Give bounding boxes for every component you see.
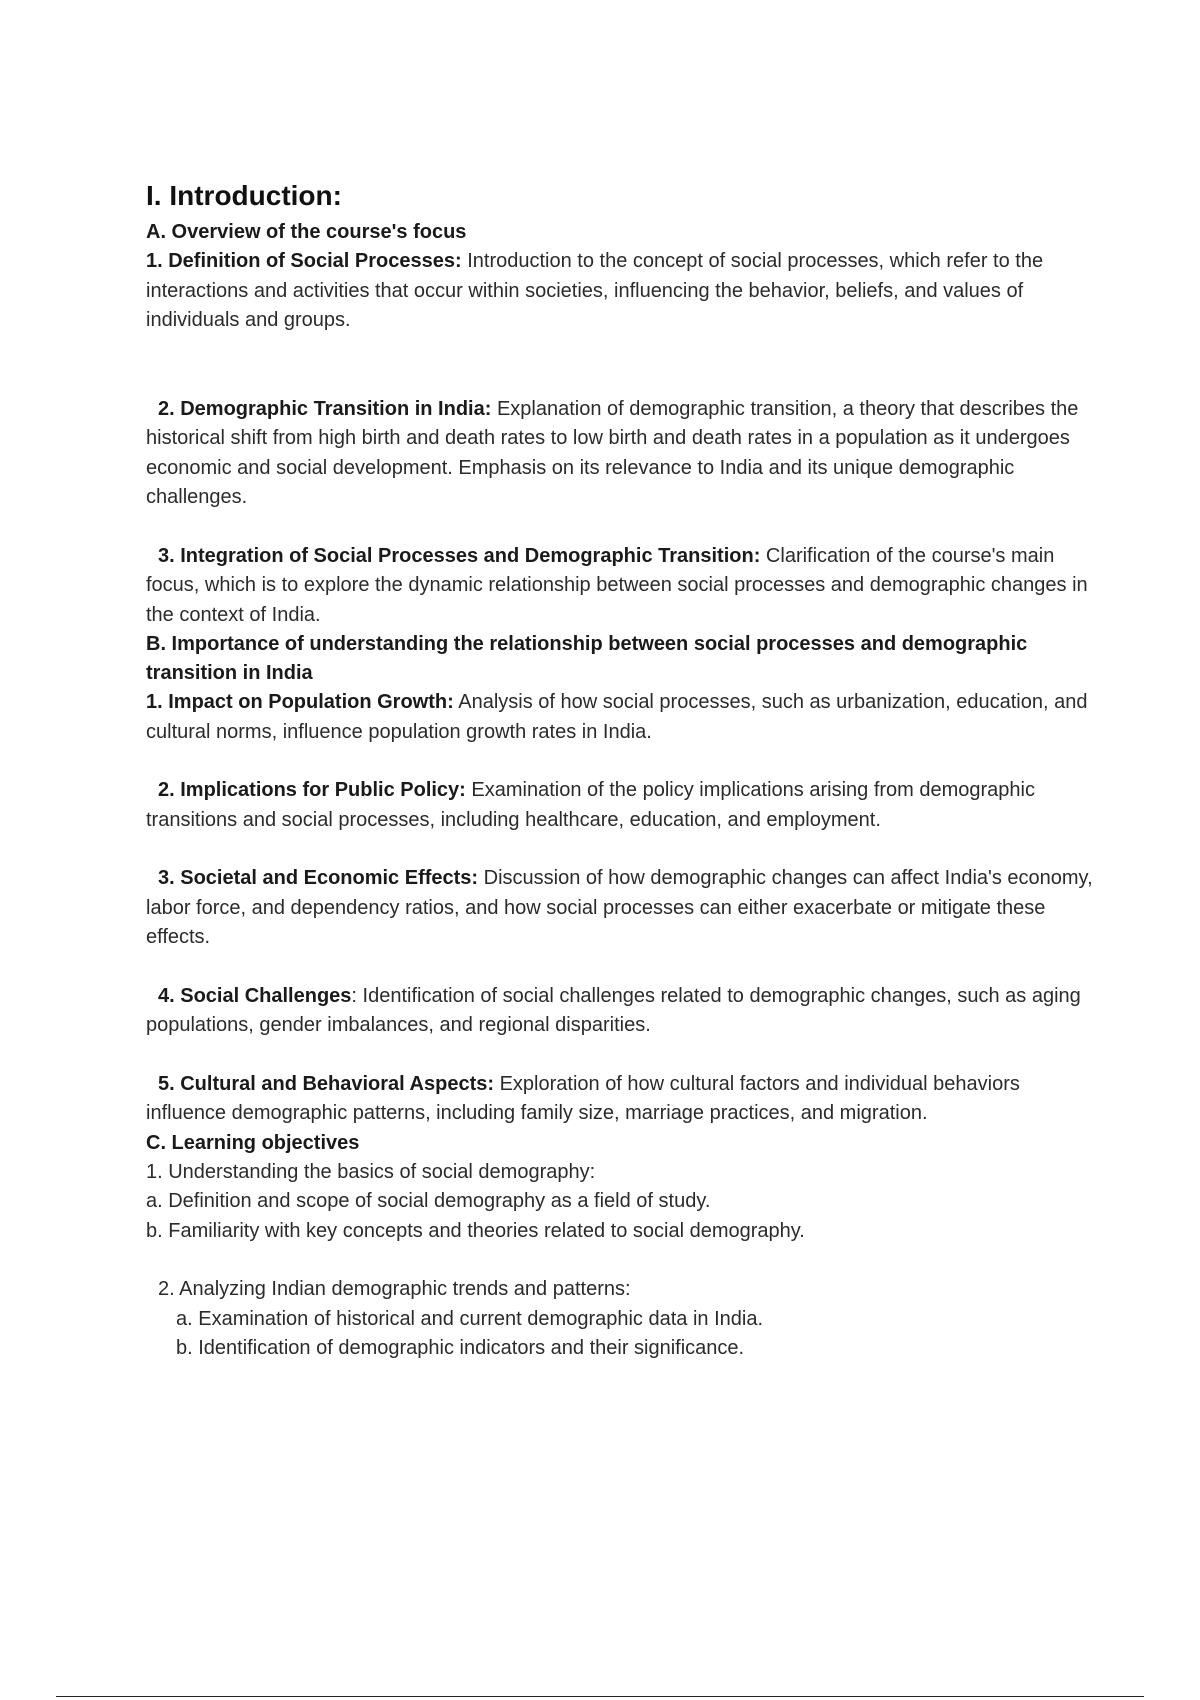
section-a-item-2	[146, 395, 1096, 513]
section-b-item-3	[146, 864, 1096, 953]
item-text: Analysis of how social processes, such as urbanization, education, and cultural norms, influence population growth rates in India.	[146, 691, 1088, 743]
item-text: Clarification of the course's main focus, which is to explore the dynamic relationship between social processes and demographic changes in the context of India.	[146, 544, 1088, 626]
footer-divider	[56, 1696, 1144, 1697]
objective-2-title: 2. Analyzing Indian demographic trends and patterns:	[158, 1278, 631, 1301]
section-b-item-2	[146, 776, 1096, 835]
item-label: 3. Societal and Economic Effects:	[158, 867, 479, 890]
item-text: Introduction to the concept of social processes, which refer to the interactions and activities that occur within societies, influencing the behavior, beliefs, and values of individuals and groups.	[146, 250, 1044, 332]
item-label: 4. Social Challenges	[158, 984, 352, 1007]
objective-1-title: 1. Understanding the basics of social demography:	[146, 1160, 596, 1183]
item-label: 5. Cultural and Behavioral Aspects:	[158, 1072, 495, 1095]
item-label: 2. Implications for Public Policy:	[158, 779, 466, 802]
item-text: Examination of the policy implications arising from demographic transitions and social processes, including healthcare, education, and employment.	[146, 779, 1035, 831]
item-label: 1. Definition of Social Processes:	[146, 250, 462, 273]
spacer	[146, 953, 1096, 982]
section-b-item-4	[146, 982, 1096, 1041]
item-text: Explanation of demographic transition, a theory that describes the historical shift from high birth and death rates to low birth and death rates in a population as it undergoes economic and social development. Emphasis on its relevance to India and its unique demographic challenges.	[146, 397, 1079, 509]
section-c-heading: C. Learning objectives	[146, 1131, 360, 1154]
objective-1-a: a. Definition and scope of social demography as a field of study.	[146, 1190, 711, 1213]
objective-1-b: b. Familiarity with key concepts and theories related to social demography.	[146, 1219, 805, 1242]
document-page	[146, 178, 1096, 1364]
item-text: : Identification of social challenges related to demographic changes, such as aging populations, gender imbalances, and regional disparities.	[146, 984, 1081, 1037]
spacer	[146, 835, 1096, 864]
item-text: Discussion of how demographic changes can affect India's economy, labor force, and dependency ratios, and how social processes can either exacerbate or mitigate these effects.	[146, 867, 1093, 949]
spacer	[146, 1041, 1096, 1070]
section-b-item-5	[146, 1070, 1096, 1129]
objective-2-b: b. Identification of demographic indicators and their significance.	[176, 1337, 745, 1360]
objective-2-a: a. Examination of historical and current demographic data in India.	[176, 1307, 764, 1330]
item-label: 2. Demographic Transition in India:	[158, 397, 492, 420]
section-a-item-1	[146, 247, 1096, 336]
item-label: 1. Impact on Population Growth:	[146, 691, 454, 714]
spacer	[146, 336, 1096, 395]
spacer	[146, 747, 1096, 776]
item-text: Exploration of how cultural factors and individual behaviors influence demographic patterns, including family size, marriage practices, and migration.	[146, 1072, 1020, 1125]
spacer	[146, 513, 1096, 542]
section-b-item-1	[146, 688, 1096, 747]
section-a-item-3	[146, 542, 1096, 631]
page-title: I. Introduction:	[146, 180, 342, 211]
spacer	[146, 1246, 1096, 1275]
section-b-heading: B. Importance of understanding the relationship between social processes and demographic transition in India	[146, 633, 1028, 685]
section-a-heading: A. Overview of the course's focus	[146, 221, 467, 244]
item-label: 3. Integration of Social Processes and Demographic Transition:	[158, 544, 761, 567]
